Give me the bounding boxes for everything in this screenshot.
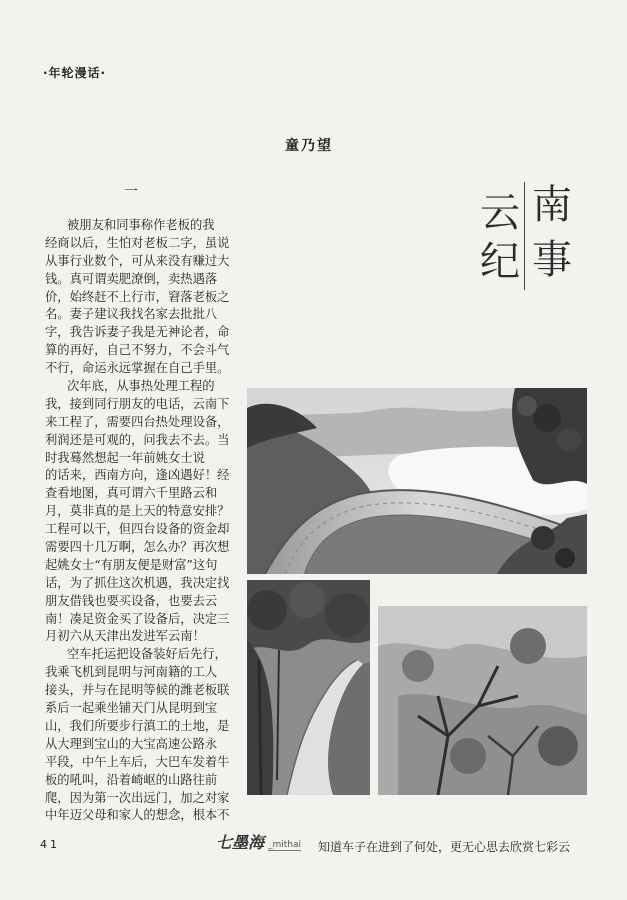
body-line: 系后一起乘坐铺天门从昆明到宝 bbox=[45, 701, 218, 716]
body-line: 查看地图，真可谓六千里路云和 bbox=[45, 486, 218, 501]
body-line: 算的再好，自己不努力，不会斗气 bbox=[45, 343, 230, 358]
body-line: 我乘飞机到昆明与河南籍的工人 bbox=[45, 665, 218, 680]
body-line: 接头，并与在昆明等候的潍老板联 bbox=[45, 683, 230, 698]
body-line: 名。妻子建议我找名家去批批八 bbox=[45, 307, 218, 322]
body-line: 从大理到宝山的大宝高速公路永 bbox=[45, 736, 218, 751]
page-number: 41 bbox=[40, 838, 60, 851]
magazine-logo-sub: _mithai bbox=[268, 840, 302, 850]
body-line: 南！凑足资金买了设备后，决定三 bbox=[45, 611, 230, 626]
author-name: 童乃望 bbox=[285, 138, 333, 154]
title-char: 事 bbox=[532, 237, 572, 283]
title-char: 云 bbox=[480, 190, 520, 236]
body-line: 我，接到同行朋友的电话，云南下 bbox=[45, 396, 230, 411]
title-divider bbox=[524, 182, 525, 290]
body-line: 空车托运把设备装好后先行， bbox=[67, 647, 227, 662]
body-line: 平段，中午上车后，大巴车发着牛 bbox=[45, 754, 230, 769]
body-line: 经商以后，生怕对老板二字，虽说 bbox=[45, 235, 230, 250]
body-line: 利润还是可观的，问我去不去。当 bbox=[45, 432, 230, 447]
body-line: 需要四十几万啊，怎么办？再次想 bbox=[45, 540, 230, 555]
part-marker: 一 bbox=[124, 184, 138, 200]
body-line: 不行，命运永远掌握在自己手里。 bbox=[45, 361, 230, 376]
body-line: 月，莫非真的是上天的特意安排？ bbox=[45, 504, 230, 519]
photo-cliff-trees bbox=[378, 606, 587, 795]
section-tag: ·年轮漫话· bbox=[43, 66, 107, 80]
title-char: 南 bbox=[532, 182, 572, 228]
body-line: 钱。真可谓卖肥潦倒，卖热遇落 bbox=[45, 271, 218, 286]
body-line: 话，为了抓住这次机遇，我决定找 bbox=[45, 575, 230, 590]
body-line: 起姚女士“有朋友便是财富”这句 bbox=[45, 557, 218, 572]
body-line: 朋友借钱也要买设备，也要去云 bbox=[45, 593, 218, 608]
magazine-logo: 七墨海 bbox=[216, 833, 265, 852]
body-line: 来工程了，需要四台热处理设备， bbox=[45, 414, 230, 429]
forest-path-scene bbox=[247, 580, 370, 795]
body-line: 字，我告诉妻子我是无神论者，命 bbox=[45, 325, 230, 340]
body-line: 次年底，从事热处理工程的 bbox=[67, 379, 215, 394]
body-continuation: 知道车子在进到了何处，更无心思去欣赏七彩云 bbox=[318, 840, 571, 854]
body-line: 时我蓦然想起一年前姚女士说 bbox=[45, 450, 205, 465]
body-line: 山，我们所要步行滇工的土地，是 bbox=[45, 718, 230, 733]
cliff-trees-scene bbox=[378, 606, 587, 795]
body-line: 的话来，西南方向，逢凶遇好！经 bbox=[45, 468, 230, 483]
lake-road-scene bbox=[247, 388, 587, 574]
body-line: 板的吼叫，沿着崎岖的山路往前 bbox=[45, 772, 218, 787]
title-char: 纪 bbox=[480, 239, 520, 285]
body-line: 爬，因为第一次出远门，加之对家 bbox=[45, 790, 230, 805]
article-body bbox=[45, 217, 237, 825]
body-line: 月初六从天津出发进军云南！ bbox=[45, 629, 205, 644]
body-line: 中年迈父母和家人的想念，根本不 bbox=[45, 808, 230, 823]
body-line: 价，始终赶不上行市，窘落老板之 bbox=[45, 289, 230, 304]
body-line: 从事行业数个，可从来没有赚过大 bbox=[45, 253, 230, 268]
photo-forest-path bbox=[247, 580, 370, 795]
body-line: 工程可以干，但四台设备的资金却 bbox=[45, 522, 230, 537]
body-line: 被朋友和同事称作老板的我 bbox=[67, 218, 215, 232]
photo-lake-road bbox=[247, 388, 587, 574]
